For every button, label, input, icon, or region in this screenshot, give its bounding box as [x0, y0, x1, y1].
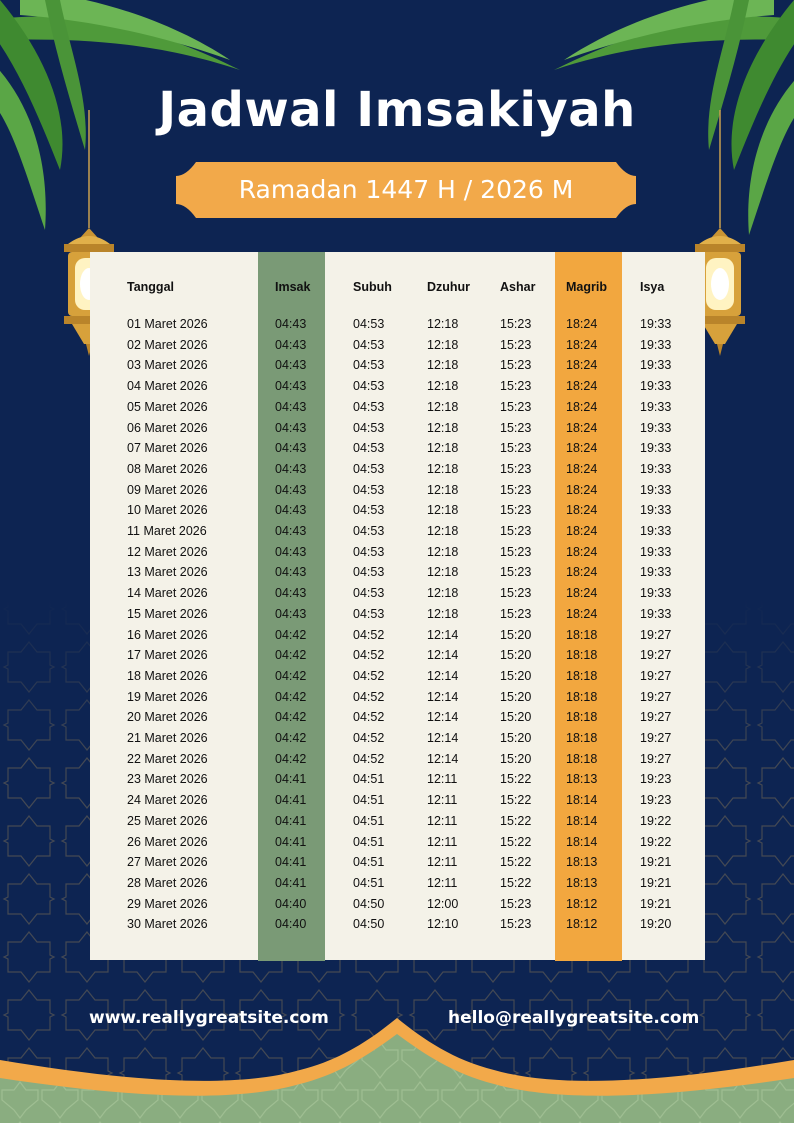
cell-dzuhur: 12:00	[427, 896, 459, 911]
cell-date: 05 Maret 2026	[127, 399, 208, 414]
cell-magrib: 18:24	[566, 317, 598, 331]
cell-magrib: 18:13	[566, 772, 598, 787]
cell-date: 23 Maret 2026	[127, 772, 208, 787]
cell-magrib: 18:18	[566, 627, 598, 642]
cell-dzuhur: 12:11	[427, 793, 458, 808]
cell-magrib: 18:24	[566, 482, 598, 497]
cell-magrib: 18:18	[566, 710, 598, 725]
cell-dzuhur: 12:14	[427, 648, 459, 663]
cell-subuh: 04:53	[353, 544, 385, 559]
cell-ashar: 15:22	[500, 813, 532, 828]
cell-dzuhur: 12:11	[427, 834, 458, 849]
cell-isya: 19:33	[640, 399, 672, 414]
column-header-dzuhur: Dzuhur	[427, 280, 471, 294]
cell-ashar: 15:20	[500, 710, 532, 725]
cell-isya: 19:33	[640, 358, 672, 373]
cell-imsak: 04:42	[275, 668, 307, 683]
cell-date: 20 Maret 2026	[127, 710, 208, 725]
cell-ashar: 15:23	[500, 896, 532, 911]
cell-ashar: 15:20	[500, 751, 532, 766]
cell-dzuhur: 12:11	[427, 813, 458, 828]
cell-magrib: 18:18	[566, 689, 598, 704]
cell-isya: 19:23	[640, 793, 672, 808]
cell-dzuhur: 12:18	[427, 399, 459, 414]
cell-subuh: 04:51	[353, 875, 385, 890]
cell-date: 13 Maret 2026	[127, 565, 208, 580]
cell-dzuhur: 12:18	[427, 337, 459, 352]
cell-ashar: 15:20	[500, 731, 532, 745]
cell-dzuhur: 12:18	[427, 441, 459, 456]
cell-dzuhur: 12:11	[427, 772, 458, 787]
cell-imsak: 04:40	[275, 896, 307, 911]
cell-date: 07 Maret 2026	[127, 441, 208, 456]
cell-imsak: 04:43	[275, 420, 307, 435]
cell-ashar: 15:20	[500, 648, 532, 663]
cell-magrib: 18:12	[566, 896, 598, 911]
cell-imsak: 04:42	[275, 648, 307, 663]
cell-imsak: 04:43	[275, 606, 307, 621]
cell-magrib: 18:24	[566, 544, 598, 559]
cell-date: 30 Maret 2026	[127, 917, 208, 932]
cell-isya: 19:33	[640, 337, 672, 352]
cell-imsak: 04:42	[275, 751, 307, 766]
cell-ashar: 15:23	[500, 420, 532, 435]
cell-subuh: 04:51	[353, 772, 385, 787]
cell-subuh: 04:53	[353, 586, 385, 601]
cell-ashar: 15:23	[500, 917, 532, 932]
cell-subuh: 04:53	[353, 524, 385, 538]
cell-imsak: 04:42	[275, 710, 307, 725]
cell-ashar: 15:22	[500, 793, 532, 808]
cell-subuh: 04:51	[353, 855, 385, 870]
column-header-subuh: Subuh	[353, 280, 392, 294]
cell-isya: 19:33	[640, 565, 672, 580]
cell-dzuhur: 12:14	[427, 627, 459, 642]
cell-date: 12 Maret 2026	[127, 544, 208, 559]
cell-date: 19 Maret 2026	[127, 689, 208, 704]
cell-imsak: 04:43	[275, 399, 307, 414]
email-link[interactable]: hello@reallygreatsite.com	[448, 1008, 700, 1028]
cell-isya: 19:27	[640, 668, 672, 683]
cell-date: 26 Maret 2026	[127, 834, 208, 849]
cell-subuh: 04:53	[353, 358, 385, 373]
cell-dzuhur: 12:18	[427, 503, 459, 518]
cell-subuh: 04:50	[353, 917, 385, 932]
cell-date: 16 Maret 2026	[127, 627, 208, 642]
cell-subuh: 04:53	[353, 337, 385, 352]
cell-magrib: 18:24	[566, 606, 598, 621]
cell-date: 06 Maret 2026	[127, 420, 208, 435]
cell-ashar: 15:23	[500, 565, 532, 580]
cell-subuh: 04:52	[353, 648, 385, 663]
cell-date: 27 Maret 2026	[127, 855, 208, 870]
cell-ashar: 15:23	[500, 586, 532, 601]
cell-isya: 19:21	[640, 896, 672, 911]
subtitle: Ramadan 1447 H / 2026 M	[238, 175, 574, 204]
cell-subuh: 04:51	[353, 834, 385, 849]
cell-isya: 19:27	[640, 731, 672, 745]
cell-isya: 19:22	[640, 813, 672, 828]
cell-date: 17 Maret 2026	[127, 648, 208, 663]
cell-magrib: 18:24	[566, 503, 598, 518]
cell-dzuhur: 12:11	[427, 855, 458, 870]
cell-date: 02 Maret 2026	[127, 337, 208, 352]
cell-dzuhur: 12:14	[427, 710, 459, 725]
column-header-isya: Isya	[640, 280, 665, 294]
cell-dzuhur: 12:18	[427, 461, 459, 476]
cell-imsak: 04:41	[275, 834, 307, 849]
cell-subuh: 04:50	[353, 896, 385, 911]
cell-isya: 19:33	[640, 317, 672, 331]
cell-magrib: 18:24	[566, 399, 598, 414]
cell-subuh: 04:52	[353, 689, 385, 704]
cell-ashar: 15:20	[500, 689, 532, 704]
cell-dzuhur: 12:11	[427, 875, 458, 890]
cell-subuh: 04:53	[353, 565, 385, 580]
cell-magrib: 18:18	[566, 648, 598, 663]
cell-ashar: 15:22	[500, 772, 532, 787]
cell-magrib: 18:18	[566, 668, 598, 683]
cell-isya: 19:22	[640, 834, 672, 849]
cell-date: 09 Maret 2026	[127, 482, 208, 497]
cell-dzuhur: 12:14	[427, 731, 459, 745]
cell-imsak: 04:41	[275, 793, 307, 808]
cell-ashar: 15:23	[500, 482, 532, 497]
cell-ashar: 15:23	[500, 399, 532, 414]
cell-magrib: 18:18	[566, 751, 598, 766]
cell-dzuhur: 12:18	[427, 317, 459, 331]
cell-imsak: 04:43	[275, 524, 307, 538]
cell-date: 03 Maret 2026	[127, 358, 208, 373]
cell-magrib: 18:24	[566, 461, 598, 476]
cell-isya: 19:33	[640, 503, 672, 518]
cell-date: 08 Maret 2026	[127, 461, 208, 476]
cell-imsak: 04:42	[275, 627, 307, 642]
cell-ashar: 15:23	[500, 461, 532, 476]
cell-dzuhur: 12:18	[427, 544, 459, 559]
cell-isya: 19:23	[640, 772, 672, 787]
cell-imsak: 04:42	[275, 689, 307, 704]
cell-imsak: 04:41	[275, 772, 307, 787]
cell-isya: 19:27	[640, 751, 672, 766]
cell-date: 22 Maret 2026	[127, 751, 208, 766]
cell-isya: 19:33	[640, 420, 672, 435]
column-header-magrib: Magrib	[566, 280, 607, 294]
cell-isya: 19:33	[640, 482, 672, 497]
cell-date: 11 Maret 2026	[127, 524, 207, 538]
column-header-imsak: Imsak	[275, 280, 311, 294]
cell-subuh: 04:53	[353, 399, 385, 414]
cell-isya: 19:33	[640, 379, 672, 394]
cell-subuh: 04:52	[353, 668, 385, 683]
cell-date: 10 Maret 2026	[127, 503, 208, 518]
cell-subuh: 04:53	[353, 482, 385, 497]
column-header-ashar: Ashar	[500, 280, 536, 294]
cell-isya: 19:20	[640, 917, 672, 932]
cell-isya: 19:27	[640, 627, 672, 642]
cell-imsak: 04:43	[275, 461, 307, 476]
cell-imsak: 04:41	[275, 855, 307, 870]
cell-imsak: 04:43	[275, 441, 307, 456]
cell-dzuhur: 12:18	[427, 358, 459, 373]
cell-isya: 19:21	[640, 875, 672, 890]
cell-ashar: 15:23	[500, 606, 532, 621]
cell-magrib: 18:24	[566, 420, 598, 435]
cell-isya: 19:33	[640, 606, 672, 621]
cell-ashar: 15:23	[500, 524, 532, 538]
cell-imsak: 04:43	[275, 586, 307, 601]
cell-imsak: 04:43	[275, 503, 307, 518]
cell-date: 14 Maret 2026	[127, 586, 208, 601]
cell-subuh: 04:51	[353, 813, 385, 828]
cell-subuh: 04:53	[353, 606, 385, 621]
cell-dzuhur: 12:10	[427, 917, 459, 932]
cell-subuh: 04:52	[353, 731, 385, 745]
cell-magrib: 18:18	[566, 731, 598, 745]
cell-isya: 19:27	[640, 710, 672, 725]
cell-dzuhur: 12:18	[427, 524, 459, 538]
cell-ashar: 15:23	[500, 337, 532, 352]
cell-imsak: 04:43	[275, 482, 307, 497]
cell-dzuhur: 12:18	[427, 379, 459, 394]
cell-imsak: 04:43	[275, 565, 307, 580]
cell-dzuhur: 12:18	[427, 606, 459, 621]
cell-imsak: 04:42	[275, 731, 307, 745]
cell-dzuhur: 12:14	[427, 751, 459, 766]
cell-subuh: 04:53	[353, 317, 385, 331]
cell-ashar: 15:23	[500, 441, 532, 456]
cell-date: 18 Maret 2026	[127, 668, 208, 683]
cell-isya: 19:21	[640, 855, 672, 870]
cell-ashar: 15:22	[500, 875, 532, 890]
cell-ashar: 15:23	[500, 544, 532, 559]
cell-date: 29 Maret 2026	[127, 896, 208, 911]
cell-magrib: 18:12	[566, 917, 598, 932]
cell-ashar: 15:20	[500, 668, 532, 683]
cell-dzuhur: 12:14	[427, 668, 459, 683]
cell-isya: 19:33	[640, 544, 672, 559]
cell-date: 21 Maret 2026	[127, 731, 208, 745]
cell-subuh: 04:53	[353, 420, 385, 435]
cell-magrib: 18:24	[566, 524, 598, 538]
cell-subuh: 04:53	[353, 379, 385, 394]
cell-magrib: 18:14	[566, 813, 598, 828]
cell-imsak: 04:40	[275, 917, 307, 932]
cell-imsak: 04:43	[275, 379, 307, 394]
cell-ashar: 15:23	[500, 379, 532, 394]
page-title: Jadwal Imsakiyah	[158, 82, 636, 138]
cell-dzuhur: 12:18	[427, 482, 459, 497]
cell-subuh: 04:52	[353, 627, 385, 642]
cell-magrib: 18:24	[566, 565, 598, 580]
cell-imsak: 04:43	[275, 358, 307, 373]
cell-magrib: 18:24	[566, 337, 598, 352]
cell-ashar: 15:20	[500, 627, 532, 642]
cell-isya: 19:27	[640, 648, 672, 663]
cell-magrib: 18:24	[566, 441, 598, 456]
cell-isya: 19:33	[640, 586, 672, 601]
cell-date: 04 Maret 2026	[127, 379, 208, 394]
cell-imsak: 04:41	[275, 813, 307, 828]
cell-magrib: 18:13	[566, 875, 598, 890]
cell-ashar: 15:22	[500, 855, 532, 870]
cell-magrib: 18:13	[566, 855, 598, 870]
cell-imsak: 04:43	[275, 337, 307, 352]
cell-imsak: 04:41	[275, 875, 307, 890]
cell-ashar: 15:23	[500, 503, 532, 518]
cell-ashar: 15:23	[500, 358, 532, 373]
cell-isya: 19:33	[640, 441, 672, 456]
cell-isya: 19:33	[640, 524, 672, 538]
cell-dzuhur: 12:18	[427, 565, 459, 580]
cell-subuh: 04:53	[353, 441, 385, 456]
cell-dzuhur: 12:18	[427, 586, 459, 601]
cell-magrib: 18:24	[566, 358, 598, 373]
cell-ashar: 15:23	[500, 317, 532, 331]
cell-ashar: 15:22	[500, 834, 532, 849]
cell-dzuhur: 12:18	[427, 420, 459, 435]
cell-subuh: 04:53	[353, 461, 385, 476]
cell-date: 15 Maret 2026	[127, 606, 208, 621]
cell-subuh: 04:51	[353, 793, 385, 808]
cell-subuh: 04:53	[353, 503, 385, 518]
column-header-date: Tanggal	[127, 280, 174, 294]
cell-date: 28 Maret 2026	[127, 875, 208, 890]
cell-date: 25 Maret 2026	[127, 813, 208, 828]
cell-date: 24 Maret 2026	[127, 793, 208, 808]
cell-isya: 19:27	[640, 689, 672, 704]
cell-imsak: 04:43	[275, 544, 307, 559]
cell-date: 01 Maret 2026	[127, 317, 208, 331]
website-link[interactable]: www.reallygreatsite.com	[89, 1008, 329, 1028]
cell-subuh: 04:52	[353, 710, 385, 725]
cell-isya: 19:33	[640, 461, 672, 476]
cell-dzuhur: 12:14	[427, 689, 459, 704]
cell-magrib: 18:14	[566, 834, 598, 849]
cell-magrib: 18:24	[566, 379, 598, 394]
cell-imsak: 04:43	[275, 317, 307, 331]
cell-magrib: 18:14	[566, 793, 598, 808]
cell-magrib: 18:24	[566, 586, 598, 601]
cell-subuh: 04:52	[353, 751, 385, 766]
